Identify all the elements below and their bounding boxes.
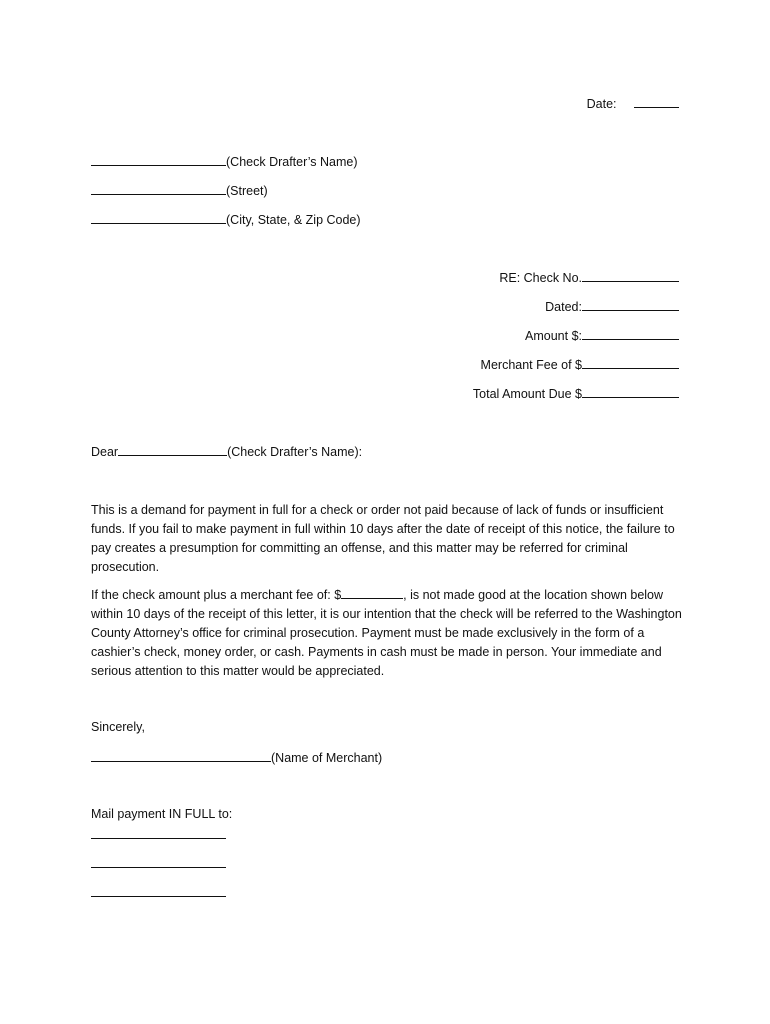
date-line	[587, 95, 679, 111]
drafter-city-blank[interactable]	[91, 211, 226, 224]
total-due-blank[interactable]	[582, 385, 679, 398]
total-due-line	[473, 385, 679, 401]
mail-address-line-3[interactable]	[91, 896, 226, 897]
date-label: Date:	[586, 97, 617, 111]
amount-label: Amount $:	[525, 329, 582, 343]
mail-payment-label: Mail payment IN FULL to:	[91, 807, 233, 821]
drafter-name-label: (Check Drafter’s Name)	[226, 155, 358, 169]
paragraph-2-end: , is not made good at the location shown below within 10 days of the receipt of this letter, it is our intention that the check will be referred to the Washington County Attorney’s office for criminal prosecution. Payment must be made exclusively in the form of a cashier’s check, money order, or cash. Payments in cash must be made in person. Your immediate and serious attention to this matter would be appreciated.	[91, 588, 682, 678]
total-due-label: Total Amount Due $	[472, 387, 582, 401]
salutation-name-blank[interactable]	[118, 443, 227, 456]
dated-label: Dated:	[545, 300, 582, 314]
merchant-fee-blank[interactable]	[582, 356, 679, 369]
dear-label: Dear	[91, 445, 119, 459]
amount-blank[interactable]	[582, 327, 679, 340]
drafter-city-line	[91, 211, 361, 227]
mail-address-line-2[interactable]	[91, 867, 226, 868]
salutation	[91, 443, 362, 459]
paragraph-referral	[91, 586, 691, 681]
drafter-city-label: (City, State, & Zip Code)	[226, 213, 361, 227]
dated-blank[interactable]	[582, 298, 679, 311]
drafter-street-blank[interactable]	[91, 182, 226, 195]
salutation-name-label: (Check Drafter’s Name):	[227, 445, 363, 459]
check-no-label: RE: Check No.	[499, 271, 582, 285]
mail-address-line-1[interactable]	[91, 838, 226, 839]
date-blank[interactable]	[634, 95, 679, 108]
drafter-name-line	[91, 153, 358, 169]
amount-line	[525, 327, 679, 343]
merchant-name-blank[interactable]	[91, 749, 271, 762]
merchant-fee-label: Merchant Fee of $	[480, 358, 582, 372]
drafter-street-line	[91, 182, 268, 198]
merchant-signature-line	[91, 749, 382, 765]
dated-line	[545, 298, 679, 314]
paragraph-1-text: This is a demand for payment in full for a check or order not paid because of lack of funds or insufficient funds. If you fail to make payment in full within 10 days after the date of receipt of this notice, the failure to pay creates a presumption for committing an offense, and this matter may be referred for criminal prosecution.	[91, 503, 675, 574]
paragraph-demand	[91, 501, 691, 577]
paragraph-2-start: If the check amount plus a merchant fee of: $	[91, 588, 342, 602]
sincerely: Sincerely,	[91, 720, 145, 734]
merchant-name-label: (Name of Merchant)	[271, 751, 383, 765]
merchant-fee-line	[481, 356, 679, 372]
drafter-name-blank[interactable]	[91, 153, 226, 166]
check-no-blank[interactable]	[582, 269, 679, 282]
merchant-fee-paragraph-blank[interactable]	[341, 586, 403, 599]
drafter-street-label: (Street)	[226, 184, 268, 198]
check-no-line	[499, 269, 679, 285]
paragraph-2	[91, 586, 691, 681]
